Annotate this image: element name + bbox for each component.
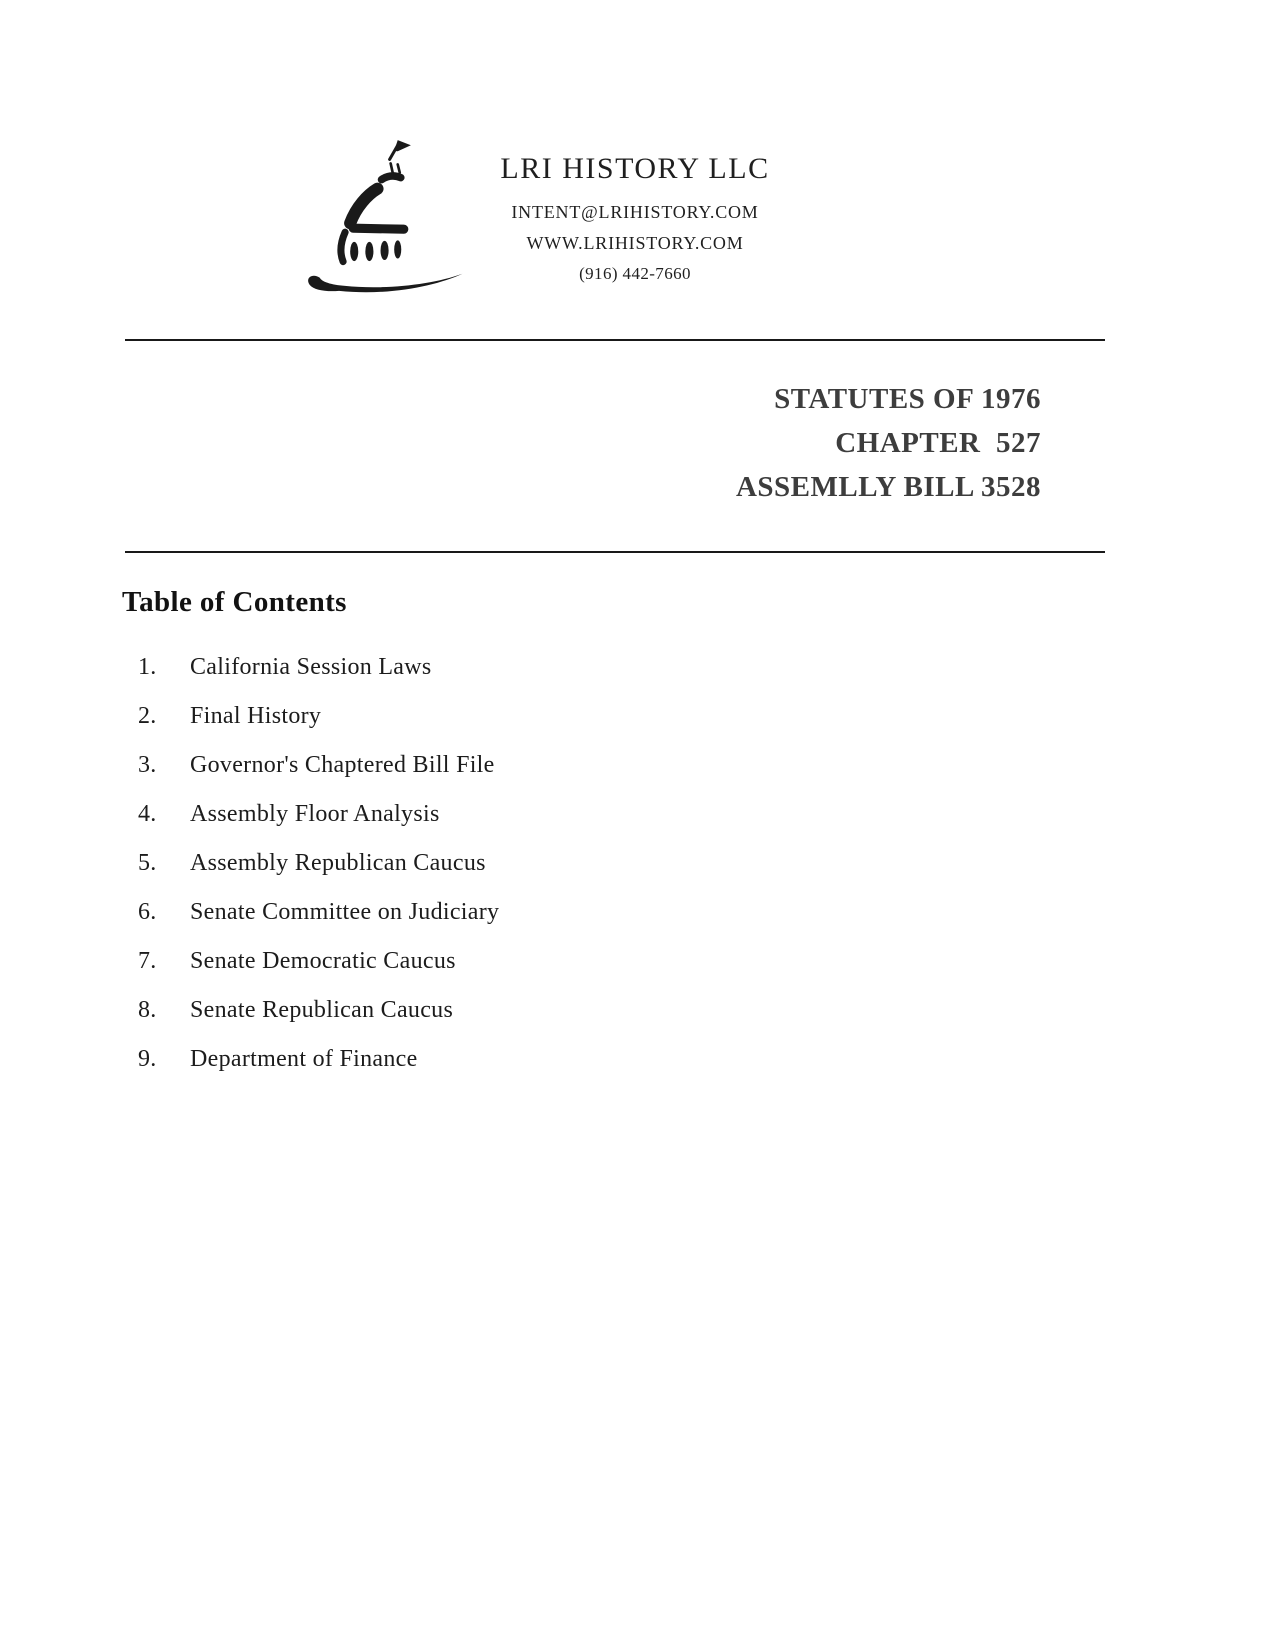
- toc-item-number: 5.: [138, 850, 157, 876]
- toc-item: [138, 1044, 838, 1074]
- toc-item-number: 6.: [138, 899, 157, 925]
- toc-item-label: Senate Democratic Caucus: [190, 948, 456, 974]
- doc-title-line-1: STATUTES OF 1976: [774, 383, 1041, 415]
- toc-list: [138, 652, 838, 1093]
- company-name: LRI HISTORY LLC: [500, 152, 770, 185]
- toc-item-label: California Session Laws: [190, 654, 432, 680]
- toc-item-number: 9.: [138, 1046, 157, 1072]
- toc-item-number: 3.: [138, 752, 157, 778]
- toc-item-label: Senate Committee on Judiciary: [190, 899, 500, 925]
- toc-item: [138, 701, 838, 731]
- toc-item-label: Department of Finance: [190, 1046, 418, 1072]
- company-phone: (916) 442-7660: [579, 264, 691, 283]
- toc-item: [138, 750, 838, 780]
- divider-middle: [125, 551, 1105, 553]
- toc-item-number: 7.: [138, 948, 157, 974]
- doc-title-line-3: ASSEMLLY BILL 3528: [735, 471, 1041, 503]
- toc-item-label: Final History: [190, 703, 322, 729]
- toc-item: [138, 995, 838, 1025]
- divider-top: [125, 339, 1105, 341]
- doc-title-line-2: CHAPTER 527: [835, 427, 1041, 459]
- toc-item: [138, 652, 838, 682]
- toc-item-number: 2.: [138, 703, 157, 729]
- toc-item-label: Governor's Chaptered Bill File: [190, 752, 495, 778]
- toc-item-label: Assembly Republican Caucus: [190, 850, 486, 876]
- company-website: WWW.LRIHISTORY.COM: [526, 233, 744, 253]
- toc-item-number: 1.: [138, 654, 157, 680]
- toc-item: [138, 897, 838, 927]
- toc-item: [138, 799, 838, 829]
- toc-item-label: Assembly Floor Analysis: [190, 801, 440, 827]
- toc-item: [138, 946, 838, 976]
- toc-item: [138, 848, 838, 878]
- document-title-block: [736, 377, 1041, 509]
- toc-item-number: 8.: [138, 997, 157, 1023]
- toc-heading: Table of Contents: [122, 586, 347, 618]
- company-email: INTENT@LRIHISTORY.COM: [511, 202, 759, 222]
- letterhead: [435, 150, 835, 284]
- toc-item-label: Senate Republican Caucus: [190, 997, 454, 1023]
- toc-item-number: 4.: [138, 801, 157, 827]
